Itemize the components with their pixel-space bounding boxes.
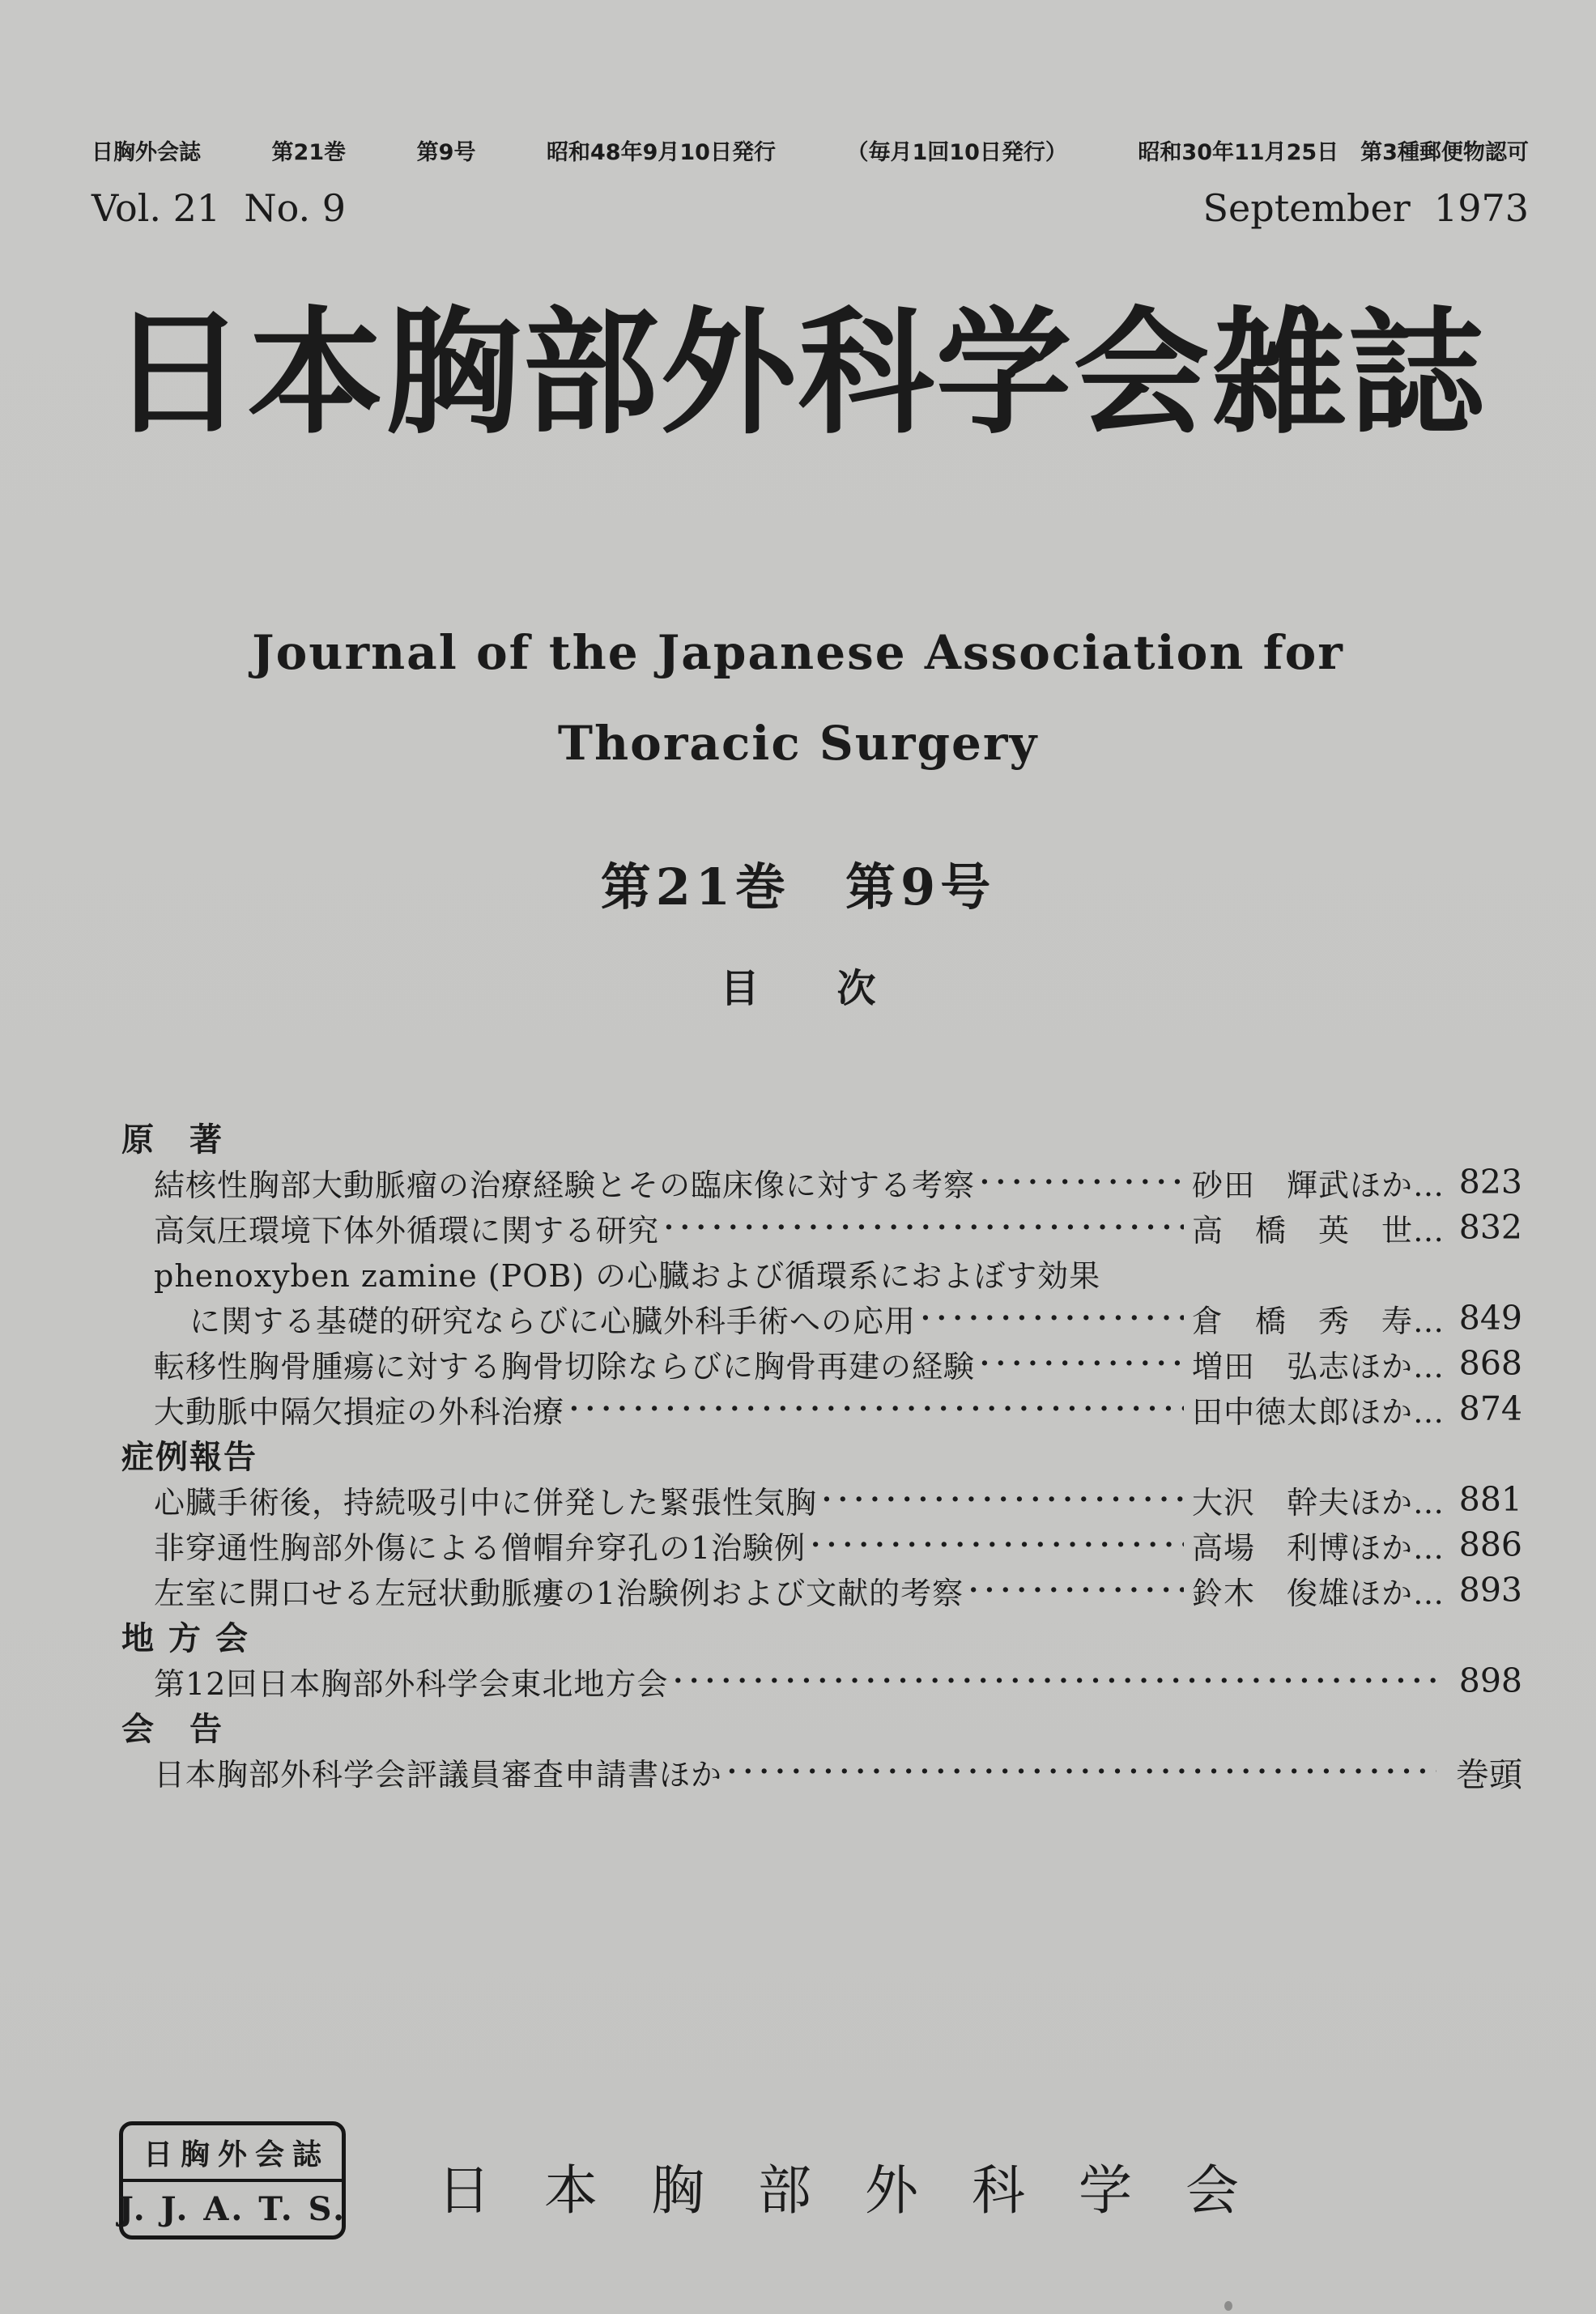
volume-number-en: Vol. 21 No. 9 (92, 186, 347, 230)
toc-entry-page: 874 (1458, 1389, 1522, 1428)
toc-dot-leader (569, 1393, 1184, 1425)
toc-entry-page: 886 (1458, 1525, 1522, 1564)
toc-dot-leader (921, 1302, 1184, 1334)
toc-dot-leader (811, 1529, 1184, 1561)
toc-entry (121, 1295, 1522, 1341)
toc-entry-author: 砂田 輝武ほか… (1191, 1167, 1445, 1203)
toc-entry-title: 結核性胸部大動脈瘤の治療経験とその臨床像に対する考察 (154, 1167, 976, 1203)
toc-entry-page: 893 (1458, 1571, 1522, 1610)
toc-entry-author: 倉 橋 秀 寿… (1191, 1303, 1445, 1339)
toc-entry (121, 1658, 1522, 1704)
toc-entry-page: 898 (1458, 1661, 1522, 1700)
toc-entry-page: 868 (1458, 1344, 1522, 1383)
logo-journal-abbrev: 日胸外会誌 (143, 2137, 330, 2172)
publisher-name: 日本胸部外科学会 (437, 2159, 1292, 2222)
toc-entry (121, 1749, 1522, 1794)
toc-entry-title: 第12回日本胸部外科学会東北地方会 (154, 1665, 669, 1702)
toc-dot-leader (822, 1483, 1184, 1516)
toc-entry-title: 大動脈中隔欠損症の外科治療 (154, 1393, 565, 1430)
toc-dot-leader (980, 1166, 1184, 1198)
table-of-contents (121, 1114, 1522, 1794)
toc-entry-page: 823 (1458, 1163, 1522, 1202)
toc-entry (121, 1522, 1522, 1567)
toc-entry-author: 高 橋 英 世… (1191, 1212, 1445, 1248)
toc-entry (121, 1386, 1522, 1431)
journal-title-english-line2: Thoracic Surgery (557, 716, 1039, 771)
toc-entry (121, 1159, 1522, 1205)
logo-acronym: J. J. A. T. S. (117, 2189, 347, 2228)
toc-entry-title: phenoxyben zamine (POB) の心臓および循環系におよぼす効果 (154, 1257, 1101, 1294)
toc-entry-page: 881 (1458, 1480, 1522, 1519)
toc-entry-author: 鈴木 俊雄ほか… (1191, 1575, 1445, 1611)
toc-entry-title: 転移性胸骨腫瘍に対する胸骨切除ならびに胸骨再建の経験 (154, 1348, 976, 1385)
toc-dot-leader (727, 1755, 1436, 1788)
toc-entry-title: 高気圧環境下体外循環に関する研究 (154, 1212, 660, 1248)
masthead-journal-abbrev: 日胸外会誌 (92, 140, 201, 165)
toc-entry-author: 増田 弘志ほか… (1191, 1348, 1445, 1385)
toc-entry (121, 1477, 1522, 1522)
toc-entry (121, 1567, 1522, 1613)
toc-entry-title: に関する基礎的研究ならびに心臓外科手術への応用 (189, 1303, 917, 1339)
masthead-postal-approval: 昭和30年11月25日 第3種郵便物認可 (1138, 140, 1529, 165)
toc-entry-author: 高場 利博ほか… (1191, 1529, 1445, 1566)
toc-entry-author: 田中徳太郎ほか… (1191, 1393, 1445, 1430)
volume-date-line (92, 186, 1529, 230)
issue-heading: 第21巻 第9号 (600, 857, 996, 917)
toc-dot-leader (968, 1574, 1184, 1606)
masthead-line (92, 134, 1529, 166)
toc-entry-page: 832 (1458, 1208, 1522, 1247)
toc-entry (121, 1205, 1522, 1250)
toc-heading: 目 次 (720, 966, 876, 1011)
toc-entry-title: 左室に開口せる左冠状動脈瘻の1治験例および文献的考察 (154, 1575, 964, 1611)
masthead-frequency: （毎月1回10日発行） (846, 140, 1067, 165)
toc-dot-leader (664, 1211, 1184, 1244)
toc-section-original-articles: 原 著 (121, 1121, 223, 1159)
toc-section-announcements: 会 告 (121, 1710, 223, 1748)
journal-title-english-line1: Journal of the Japanese Association for (252, 625, 1344, 680)
toc-section-case-reports: 症例報告 (121, 1438, 257, 1476)
toc-entry-title: 非穿通性胸部外傷による僧帽弁穿孔の1治験例 (154, 1529, 807, 1566)
scan-artifact-speck (1224, 2301, 1232, 2311)
toc-section-regional-meetings: 地 方 会 (121, 1619, 249, 1657)
journal-title-japanese: 日本胸部外科学会雑誌 (109, 292, 1487, 453)
toc-entry-page: 巻頭 (1456, 1755, 1522, 1794)
toc-entry-title: 心臓手術後，持続吸引中に併発した緊張性気胸 (154, 1484, 818, 1521)
toc-dot-leader (980, 1347, 1184, 1380)
toc-dot-leader (673, 1665, 1436, 1697)
toc-entry (121, 1250, 1522, 1295)
masthead-publish-date: 昭和48年9月10日発行 (547, 140, 776, 165)
issue-date-en: September 1973 (1202, 186, 1529, 230)
masthead-volume: 第21巻 (271, 140, 347, 165)
toc-entry (121, 1341, 1522, 1386)
toc-entry-author: 大沢 幹夫ほか… (1191, 1484, 1445, 1521)
toc-entry-title: 日本胸部外科学会評議員審査申請書ほか (154, 1756, 723, 1793)
jjats-logo-box (119, 2121, 346, 2240)
toc-entry-page: 849 (1458, 1299, 1522, 1338)
masthead-issue: 第9号 (416, 140, 476, 165)
